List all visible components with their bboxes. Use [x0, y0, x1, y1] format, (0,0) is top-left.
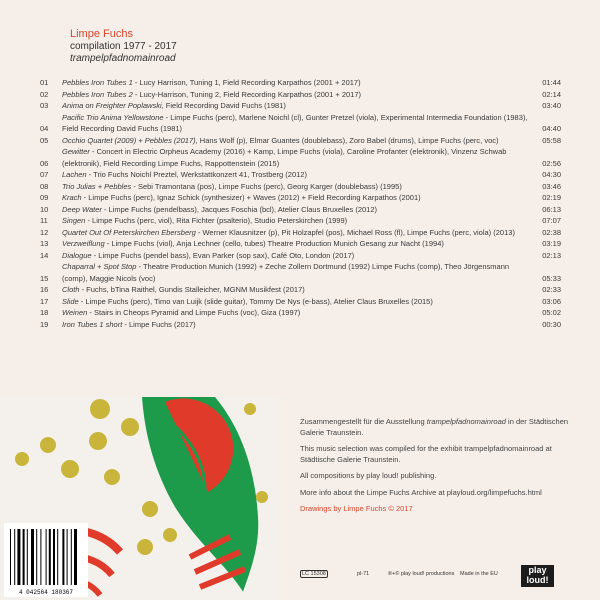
track-number: 12 [40, 227, 49, 237]
track-title: Dialogue [62, 250, 92, 260]
track-number: 05 [40, 135, 49, 145]
track-title: Pebbles Iron Tubes 1 [62, 78, 133, 87]
drawings-credit: Drawings by Limpe Fuchs © 2017 [300, 504, 413, 513]
track-row [40, 204, 561, 216]
barcode-bar [57, 529, 58, 585]
info-archive-link: More info about the Limpe Fuchs Archive at playloud.org/limpefuchs.html [300, 487, 542, 497]
barcode-bar [36, 529, 37, 585]
track-credits: - Fuchs, bTina Raithel, Gundis Stalleicher, MGNM Musikfest (2017) [79, 285, 305, 294]
track-duration: 02:13 [542, 250, 561, 260]
barcode-bar [17, 529, 20, 585]
track-duration: 02:33 [542, 285, 561, 294]
track-description [62, 77, 533, 89]
track-row [40, 89, 561, 101]
track-description [62, 112, 533, 135]
track-description [62, 284, 533, 296]
track-duration: 02:14 [542, 89, 561, 99]
track-duration: 03:46 [542, 181, 561, 191]
lc-code: LC 15308 [302, 571, 326, 577]
track-title: Lachen [62, 170, 87, 179]
track-description [62, 261, 533, 284]
track-title: Quartet Out Of Peterskirchen Ebersberg [62, 227, 196, 237]
track-row [40, 169, 561, 181]
track-credits: - Werner Klausnitzer (p), Pit Holzapfel (pos), Michael Ross (fl), Limpe Fuchs (perc, viola) (2013) [195, 227, 515, 237]
track-number: 10 [40, 204, 49, 214]
barcode-bar [27, 529, 28, 585]
barcode-bar [67, 529, 68, 585]
track-row [40, 238, 561, 250]
track-description [62, 146, 533, 169]
track-credits: - Stairs in Cheops Pyramid and Limpe Fuchs (voc), Giza (1997) [87, 308, 301, 317]
track-duration: 01:44 [542, 78, 561, 87]
catalog-number: pl-71 [357, 571, 370, 577]
track-title: Chaparral + Spot Stop [62, 262, 137, 271]
track-credits: - Theatre Production Munich (1992) + Zeche Zollern Dortmund (1992) Limpe Fuchs (comp), Theo Jörgensmann (comp), Maggie Nicols (voc) [62, 262, 510, 283]
track-description [62, 238, 533, 250]
barcode-bar [46, 529, 47, 585]
track-duration: 06:13 [542, 204, 561, 214]
track-description [62, 89, 533, 101]
track-credits: - Limpe Fuchs (pendel bass), Evan Parker (sop sax), Café Oto, London (2017) [91, 250, 355, 260]
info-english: This music selection was compiled for the exhibit trampelpfadnomainroad at Städtische Galerie Traunstein. [300, 444, 552, 464]
track-row [40, 296, 561, 308]
track-title: Deep Water [62, 204, 102, 214]
track-description [62, 215, 533, 227]
album-title: trampelpfadnomainroad [70, 53, 176, 64]
track-duration: 02:19 [542, 193, 561, 202]
track-duration: 02:38 [542, 227, 561, 237]
artwork-drawing [0, 397, 281, 600]
info-publishing: All compositions by play loud! publishing. [300, 471, 437, 480]
track-description [62, 204, 533, 216]
track-credits: - Limpe Fuchs (perc), Ignaz Schick (synthesizer) + Waves (2012) + Field Recording Karpathos (2001) [81, 193, 421, 202]
track-row [40, 146, 561, 169]
barcode-number: 4 042564 180367 [18, 589, 74, 596]
barcode-bar [49, 529, 51, 585]
track-title: Slide [62, 296, 79, 306]
track-credits: Hans Wolf (p), Elmar Guantes (doublebass), Zoro Babel (drums), Limpe Fuchs (perc, voc) [197, 135, 499, 145]
made-in-eu: Made in the EU [460, 571, 498, 577]
track-duration: 05:33 [542, 273, 561, 283]
track-duration: 03:06 [542, 296, 561, 306]
track-duration: 05:02 [542, 308, 561, 317]
track-title: Singen [62, 216, 86, 225]
track-row [40, 227, 561, 239]
track-row [40, 112, 561, 135]
track-row [40, 284, 561, 296]
barcode-bar [53, 529, 55, 585]
track-title: Gewitter [62, 147, 90, 156]
barcode-bar [23, 529, 25, 585]
barcode-bar [71, 529, 72, 585]
track-title: Occhio Quartet (2009) + Pebbles (2017), [62, 135, 198, 145]
track-title: Anima on Freighter Poplawski, [62, 101, 164, 110]
track-title: Pacific Trio Anima Yellowstone [62, 112, 164, 122]
track-number: 02 [40, 89, 49, 99]
track-description [62, 319, 533, 331]
track-credits: - Concert in Electric Orpheus Academy (2016) + Kamp, Limpe Fuchs (viola), Caroline Profanter (elektronik), Vinzenz Schwab (elektronik), Field Recording Limpe Fuchs, Rappottenstein (2015) [62, 147, 507, 168]
track-credits: - Limpe Fuchs (pendelbass), Jacques Foschia (bcl), Atelier Claus Bruxelles (2012) [101, 204, 378, 214]
track-row [40, 307, 561, 319]
track-number: 17 [40, 296, 49, 306]
track-row [40, 192, 561, 204]
info-text [300, 417, 570, 515]
track-title: Pebbles Iron Tubes 2 [62, 89, 133, 99]
track-credits: - Trio Fuchs Noichl Preztel, Werkstattkonzert 41, Trostberg (2012) [86, 170, 307, 179]
track-credits: - Lucy-Harrison, Tuning 2, Field Recording Karpathos (2001 + 2017) [132, 89, 361, 99]
artist-name: Limpe Fuchs [70, 28, 133, 40]
track-credits: - Limpe Fuchs (perc), Timo van Luijk (slide guitar), Tommy De Nys (e-bass), Atelier Claus Bruxelles (2015) [78, 296, 433, 306]
track-row [40, 181, 561, 193]
track-row [40, 135, 561, 147]
track-description [62, 296, 533, 308]
track-title: Verzweiflung [62, 239, 105, 248]
track-number: 15 [40, 273, 49, 283]
track-title: Krach [62, 193, 82, 202]
track-credits: - Limpe Fuchs (viol), Anja Lechner (cello, tubes) Theatre Production Munich Gesang zur Nacht (1994) [104, 239, 444, 248]
track-credits: - Limpe Fuchs (perc), Marlene Noichl (cl), Gunter Pretzel (viola), Experimental Intermedia Foundation (1983), Field Recording David Fuchs (1981) [62, 112, 528, 133]
track-number: 13 [40, 239, 49, 248]
track-number: 11 [40, 216, 48, 225]
barcode-bar [14, 529, 15, 585]
track-number: 03 [40, 101, 49, 110]
play-loud-logo: play loud! [521, 565, 554, 587]
track-duration: 03:40 [542, 101, 561, 110]
track-number: 14 [40, 250, 49, 260]
track-list [40, 77, 561, 330]
track-number: 01 [40, 78, 49, 87]
barcode-bar [40, 529, 41, 585]
track-number: 09 [40, 193, 49, 202]
track-duration: 07:07 [542, 216, 561, 225]
track-number: 19 [40, 319, 49, 329]
track-row [40, 100, 561, 112]
track-number: 06 [40, 158, 49, 168]
track-credits: - Limpe Fuchs (2017) [122, 319, 196, 329]
track-number: 18 [40, 308, 49, 317]
barcode-bar [74, 529, 77, 585]
barcode-bar [31, 529, 34, 585]
track-duration: 04:40 [542, 124, 561, 133]
track-description [62, 192, 533, 204]
track-row [40, 250, 561, 262]
track-title: Iron Tubes 1 short [62, 319, 123, 329]
track-row [40, 319, 561, 331]
compilation-subtitle: compilation 1977 - 2017 [70, 41, 177, 52]
track-credits: Field Recording David Fuchs (1981) [163, 101, 286, 110]
track-credits: - Lucy Harrison, Tuning 1, Field Recording Karpathos (2001 + 2017) [132, 78, 361, 87]
track-number: 07 [40, 170, 49, 179]
track-title: Weinen [62, 308, 88, 317]
track-duration: 02:56 [542, 158, 561, 168]
track-number: 04 [40, 124, 49, 133]
info-german: Zusammengestellt für die Ausstellung trampelpfadnomainroad in der Städtischen Galerie Traunstein. [300, 417, 569, 437]
copyright-notice: ℗+© play loud! productions [388, 571, 455, 577]
track-duration: 03:19 [542, 239, 561, 248]
track-description [62, 181, 533, 193]
track-row [40, 215, 561, 227]
track-description [62, 250, 533, 262]
track-duration: 04:30 [542, 170, 561, 179]
barcode-bar [62, 529, 64, 585]
track-number: 08 [40, 181, 49, 191]
track-duration: 00:30 [542, 319, 561, 329]
track-row [40, 261, 561, 284]
track-description [62, 227, 533, 239]
album-header [70, 28, 177, 65]
track-description [62, 135, 533, 147]
track-credits: - Sebi Tramontana (pos), Limpe Fuchs (perc), Georg Karger (doublebass) (1995) [131, 181, 402, 191]
track-duration: 05:58 [542, 135, 561, 145]
track-number: 16 [40, 285, 49, 294]
track-description [62, 100, 533, 112]
track-description [62, 169, 533, 181]
track-credits: - Limpe Fuchs (perc, viol), Rita Fichter (psalterio), Studio Peterskirchen (1999) [85, 216, 348, 225]
drawing-illustration [0, 397, 281, 600]
track-title: Cloth [62, 285, 80, 294]
track-title: Trio Julias + Pebbles [62, 181, 132, 191]
track-row [40, 77, 561, 89]
track-description [62, 307, 533, 319]
barcode-bar [10, 529, 11, 585]
